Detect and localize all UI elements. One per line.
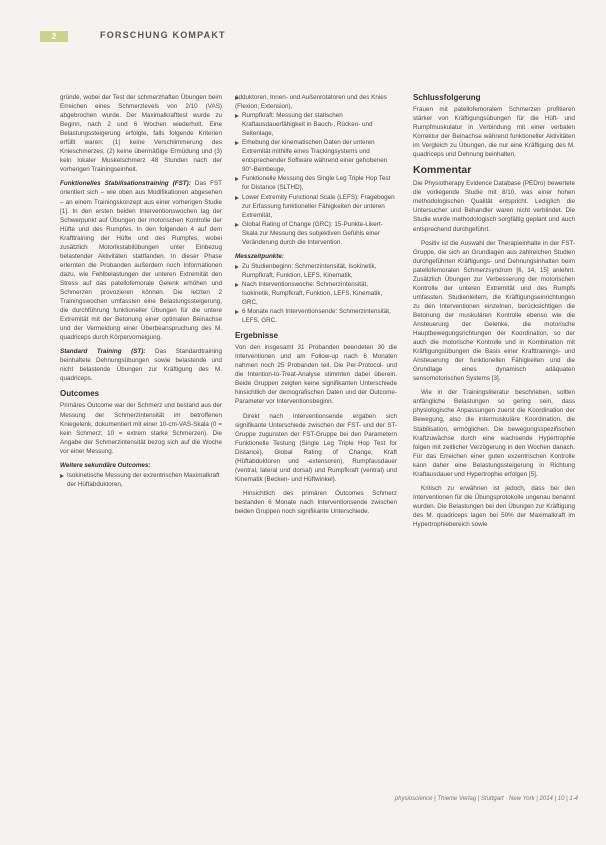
- paragraph: Positiv ist die Auswahl der Therapieinhalte in der FST-Gruppe, die sich an Grundlagen aus zahlreichen Studien durchgeführten Kräftigungs- und Dehnungsinhalten beim patellofemoralen Schmerzsyndrom [6, 14, 15] anlehnt. Zusätzlich Übungen zur Verbesserung der motorischen Kontrolle der unteren Extremität und des Rumpfs umfassten. Studienleitern, die Kräftigungseinrichtungen zu den Interventionen einzelnen, berücksichtigen die Betonung der muskulären Kontrolle ebenso wie die Ansteuerung der Gelenke, die motorische Hauptbewegungsrichtungen der Koordination, so der auch die motorische Kontrolle und in Kombination mit Kräftigungsübungen die Basis einer Krafttrainings- und Ansteuerung der funktionellen Fähigkeiten und die Grundlage eines dynamisch adäquaten sensomotorischen Systems [3].: [413, 239, 575, 383]
- section-title: FORSCHUNG KOMPAKT: [100, 30, 226, 40]
- bullet-list: [60, 471, 222, 489]
- paragraph: gründe, wobei der Test der schmerzhaften Übungen beim Erreichen eines Schmerzlevels von 2/10 (VAS) abgebrochen wurde. Der Maximalkrafttest wurde zu Beginn, nach 2 und 6 Wochen wiederholt. Eine Belastungssteigerung erfolgte, falls folgende Kriterien erfüllt waren: (1) keine Verschlimmerung des Knieschmerzes, (2) keine übermäßige Ermüdung und (3) kein lokaler Muskelschmerz 48 Stunden nach der vorherigen Trainingseinheit.: [60, 94, 222, 174]
- text-column-2: [235, 93, 397, 521]
- page-number-badge: 2: [40, 31, 68, 42]
- list-item: 6 Monate nach Interventionsende: Schmerzintensität, LEFS, GRC.: [235, 307, 397, 325]
- paragraph: Hinsichtlich des primären Outcomes Schmerz bestanden 6 Monate nach Interventionsende zwischen beiden Gruppen noch signifikante Unterschiede.: [235, 489, 397, 515]
- paragraph-text: Das Standardtraining beinhaltete Dehnungsübungen sowie belastende und nicht belastende Übungen zur Kräftigung des M. quadriceps.: [60, 348, 222, 383]
- bullet-list: [235, 93, 397, 247]
- paragraph-text: Das FST orientiert sich – wie oben aus Modifikationen abgesehen – an einem Trainingskonzept aus einer vorherigen Studie [1]. In den ersten beiden Interventionswochen lag der Schwerpunkt auf Übungen der motorischen Kontrolle der Hüfte und des Rumpfes. In den folgenden 4 auf dem Krafttraining der Hüfte und des Rumpfes, wobei zusätzlich Motorikstabilübungen unter Einbezug belastender Aktivitäten stattfanden. In dieser Phase erlernten die Probanden außerdem noch Informationen dazu, wie Fehlbelastungen der unteren Extremität den Stress auf das patellofemorale Gelenk erhöhen und Schmerzen provozieren können. Die letzten 2 Trainingswochen umfassten eine Belastungssteigerung, die durchführung funktioneller Übungen für die untere Extremität mit der Betonung einer optimalen Beinachse und der Vermeidung einer Überbeanspruchung des M. quadriceps durch Körpervorneigung.: [60, 180, 223, 342]
- bullet-list: [235, 262, 397, 325]
- paragraph: Von den insgesamt 31 Probanden beendeten 30 die Interventionen und am Follow-up nach 6 Monaten nahmen noch 25 Probanden teil. Die Per-Protocol- und die Intention-to-Treat-Analyse stimmten dabei überein. Beide Gruppen zeigten keine signifikanten Unterschiede hinsichtlich der demografischen Daten und der Outcome-Parameter vor Interventionsbeginn.: [235, 344, 397, 406]
- paragraph: Wie in der Trainingsliteratur beschrieben, sollten anfängliche Belastungen so gering sein, dass physiologische Anpassungen zuerst die Koordination der Bewegung, also die intermuskuläre Koordination, die Stabilisation, ermöglichen. Die bewegungsspezifischen Kraftzuwächse durch eine wachsende Hypertrophie folgen mit zeitlicher Verzögerung in den Wochen danach. Für das Erreichen einer guten exzentrischen Kontrolle kann daher eine Belastungssteigerung in Richtung Kraftausdauer und Hypertrophie erfolgen [5].: [413, 389, 575, 478]
- runin-label: Funktionelles Stabilisationstraining (FST):: [60, 180, 191, 188]
- list-item: adduktoren, Innen- und Außenrotatoren und des Knies (Flexion, Extension),: [235, 93, 397, 111]
- paragraph: Direkt nach Interventionsende ergaben sich signifikante Unterschiede zwischen der FST- und der ST-Gruppe zugunsten der FST-Gruppe bei den Parametern Funktionelle Testung (Single Leg Triple Hop Test for Distance), Global Rating of Change, Kraft (Hüftabduktoren und -extensoren), Rumpfausdauer (ventral, lateral und dorsal) und Rumpfkraft (ventral) und Kinematik (Becken- und Hüftwinkel).: [235, 412, 397, 483]
- section-heading: Outcomes: [60, 389, 100, 399]
- list-item: Erhebung der kinematischen Daten der unteren Extremität mithilfe eines Trackingsystems und entsprechender Software während einer gehobenen 90°-Beinbeuge,: [235, 138, 397, 174]
- paragraph: Primäres Outcome war der Schmerz und bestand aus der Messung der Schmerzintensität im betroffenen Kniegelenk, dokumentiert mit einer 10-cm-VAS-Skala (0 = kein Schmerz; 10 = extrem starke Schmerzen). Die Angabe der Schmerzintensität bezog sich auf die Woche vor einer Messung.: [60, 402, 222, 455]
- paragraph: [60, 347, 222, 383]
- section-heading: Ergebnisse: [235, 331, 279, 341]
- list-item: Nach Interventionswoche: Schmerzintensität, Isokinetik, Rumpfkraft, Funktion, LEFS, Kinematik, GRC,: [235, 280, 397, 307]
- paragraph: [60, 179, 222, 342]
- section-heading: Kommentar: [413, 164, 472, 177]
- list-item: Rumpfkraft: Messung der statischen Kraftausdauerfähigkeit in Bauch-, Rücken- und Seitenlage,: [235, 111, 397, 138]
- list-item: Global Rating of Change (GRC): 15-Punkte-Likert-Skala zur Messung des subjektiven Gefühls einer Veränderung durch die Intervention.: [235, 220, 397, 247]
- text-column-1: [60, 93, 222, 494]
- list-item: Isokinetische Messung der exzentrischen Maximalkraft der Hüftabduktoren,: [60, 471, 222, 489]
- runin-label: Standard Training (ST):: [60, 348, 146, 356]
- list-item: Funktionelle Messung des Single Leg Triple Hop Test for Distance (SLTHD),: [235, 174, 397, 192]
- sub-label: Weitere sekundäre Outcomes:: [60, 461, 151, 469]
- sub-label: Messzeitpunkte:: [235, 252, 284, 260]
- list-item: Lower Extremity Functional Scale (LEFS): Fragebogen zur Erfassung funktioneller Fähigkeiten der unteren Extremität,: [235, 193, 397, 220]
- page-footer: physioscience | Thieme Verlag | Stuttgart · New York | 2014 | 10 | 1-4: [394, 796, 578, 802]
- text-column-3: [413, 93, 575, 534]
- paragraph: Frauen mit patellofemoralem Schmerzen profitieren stärker von Kräftigungsübungen für die Hüft- und Rumpfmuskulatur in Verbindung mit einer verbalen Korrektur der Beinachse während funktioneller Aktivitäten im Vergleich zu Übungen, die nur eine Kräftigung des M. quadriceps und Dehnung beinhalten.: [413, 106, 575, 159]
- paragraph: Die Physiotherapy Evidence Database (PEDro) bewertete die vorliegende Studie mit 8/10, was einer hohen methodologischen Qualität entspricht. Lediglich die Untersucher und Behandler waren nicht verblindet. Die Studie wurde methodologisch sorgfältig geplant und auch entsprechend durchgeführt.: [413, 180, 575, 233]
- paragraph: Kritisch zu erwähnen ist jedoch, dass bei den Interventionen für die Übungsprotokolle ungenau benannt wurden. Die Belastungen bei den Übungen zur Kräftigung des M. quadriceps lagen bei 50% der Maximalkraft im Hypertrophiebereich sowie: [413, 484, 575, 528]
- section-heading: Schlussfolgerung: [413, 93, 481, 102]
- page-header: [40, 30, 580, 44]
- list-item: Zu Studienbeginn: Schmerzintensität, Isokinetik, Rumpfkraft, Funktion, LEFS, Kinematik,: [235, 262, 397, 280]
